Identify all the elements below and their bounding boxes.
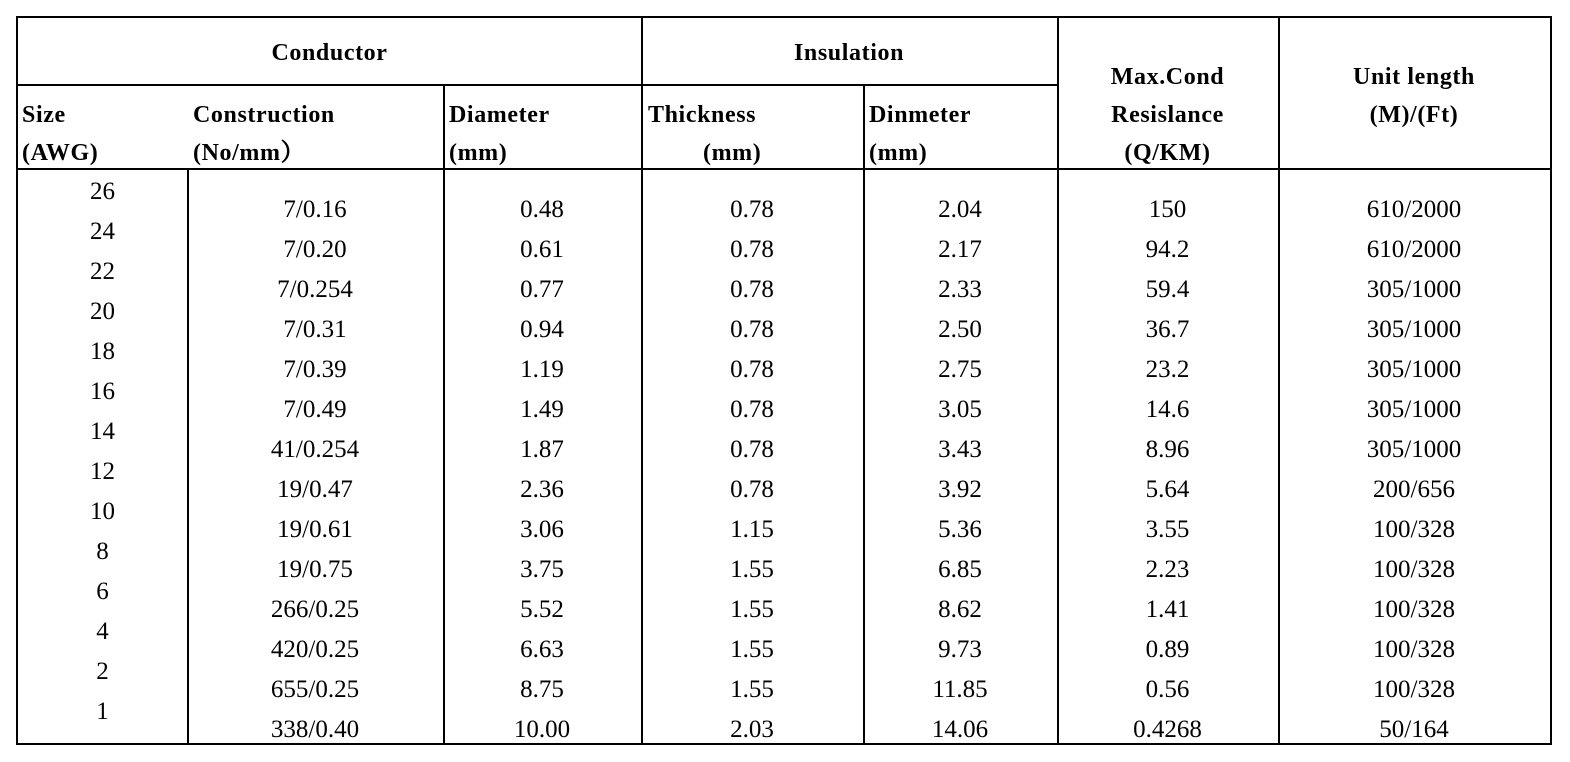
size-cell: 22 bbox=[90, 258, 115, 285]
dinmeter-cell: 3.05 bbox=[938, 396, 982, 423]
construction-cell: 420/0.25 bbox=[270, 636, 360, 663]
diameter-cell: 1.49 bbox=[520, 396, 564, 423]
column-header-unit-length: Unit length (M)/(Ft) bbox=[1353, 64, 1475, 128]
thickness-cell: 1.55 bbox=[730, 636, 774, 663]
dinmeter-cell: 3.43 bbox=[938, 436, 982, 463]
diameter-cell: 3.06 bbox=[520, 516, 564, 543]
thickness-cell: 1.55 bbox=[730, 676, 774, 703]
size-cell: 12 bbox=[90, 458, 115, 485]
diameter-cell: 2.36 bbox=[520, 476, 564, 503]
divider-group-header bbox=[18, 84, 1057, 86]
unit-length-cell: 200/656 bbox=[1373, 476, 1455, 503]
dinmeter-cell: 5.36 bbox=[938, 516, 982, 543]
thickness-cell: 0.78 bbox=[730, 316, 774, 343]
thickness-cell: 1.15 bbox=[730, 516, 774, 543]
diameter-cell: 0.94 bbox=[520, 316, 564, 343]
unit-length-cell: 305/1000 bbox=[1366, 396, 1462, 423]
unit-length-cell: 305/1000 bbox=[1366, 316, 1462, 343]
resistance-cell: 8.96 bbox=[1145, 436, 1190, 463]
resistance-cell: 36.7 bbox=[1145, 316, 1190, 343]
thickness-cell: 0.78 bbox=[730, 196, 774, 223]
unit-length-cell: 100/328 bbox=[1373, 596, 1455, 623]
dinmeter-cell: 11.85 bbox=[932, 676, 988, 703]
resistance-cell: 14.6 bbox=[1145, 396, 1190, 423]
resistance-cell: 5.64 bbox=[1145, 476, 1190, 503]
size-cell: 2 bbox=[96, 658, 109, 685]
group-header-conductor: Conductor bbox=[271, 40, 388, 66]
column-header-construction: Construction (No/mm） bbox=[193, 102, 335, 166]
column-header-thickness: Thickness (mm) bbox=[648, 102, 762, 166]
dinmeter-cell: 2.50 bbox=[938, 316, 982, 343]
construction-cell: 41/0.254 bbox=[270, 436, 360, 463]
size-cell: 1 bbox=[96, 698, 109, 725]
group-header-insulation: Insulation bbox=[793, 40, 905, 66]
dinmeter-cell: 2.17 bbox=[938, 236, 982, 263]
diameter-cell: 0.77 bbox=[520, 276, 564, 303]
construction-cell: 7/0.39 bbox=[283, 356, 347, 383]
column-header-size: Size (AWG) bbox=[22, 102, 99, 166]
thickness-cell: 0.78 bbox=[730, 436, 774, 463]
resistance-cell: 2.23 bbox=[1145, 556, 1190, 583]
size-cell: 20 bbox=[90, 298, 115, 325]
dinmeter-cell: 14.06 bbox=[931, 716, 989, 743]
thickness-cell: 0.78 bbox=[730, 356, 774, 383]
size-cell: 18 bbox=[90, 338, 115, 365]
diameter-cell: 0.61 bbox=[520, 236, 564, 263]
dinmeter-cell: 9.73 bbox=[938, 636, 982, 663]
construction-cell: 7/0.49 bbox=[283, 396, 347, 423]
dinmeter-cell: 8.62 bbox=[938, 596, 982, 623]
unit-length-cell: 100/328 bbox=[1373, 516, 1455, 543]
diameter-cell: 6.63 bbox=[520, 636, 564, 663]
dinmeter-cell: 2.33 bbox=[938, 276, 982, 303]
diameter-cell: 1.19 bbox=[520, 356, 564, 383]
unit-length-cell: 100/328 bbox=[1373, 556, 1455, 583]
size-cell: 10 bbox=[90, 498, 115, 525]
diameter-cell: 5.52 bbox=[520, 596, 564, 623]
size-cell: 6 bbox=[96, 578, 109, 605]
size-cell: 26 bbox=[90, 178, 115, 205]
construction-cell: 266/0.25 bbox=[270, 596, 360, 623]
dinmeter-cell: 2.04 bbox=[938, 196, 982, 223]
resistance-cell: 59.4 bbox=[1145, 276, 1190, 303]
thickness-cell: 2.03 bbox=[730, 716, 774, 743]
resistance-cell: 3.55 bbox=[1145, 516, 1190, 543]
construction-cell: 19/0.61 bbox=[277, 516, 353, 543]
column-header-diameter: Diameter (mm) bbox=[449, 102, 550, 166]
unit-length-cell: 610/2000 bbox=[1366, 236, 1462, 263]
unit-length-cell: 305/1000 bbox=[1366, 276, 1462, 303]
construction-cell: 7/0.254 bbox=[277, 276, 353, 303]
size-cell: 8 bbox=[96, 538, 109, 565]
column-header-dinmeter: Dinmeter (mm) bbox=[869, 102, 972, 166]
unit-length-cell: 100/328 bbox=[1373, 636, 1455, 663]
size-cell: 16 bbox=[90, 378, 115, 405]
construction-cell: 655/0.25 bbox=[270, 676, 360, 703]
resistance-cell: 150 bbox=[1148, 196, 1187, 223]
resistance-cell: 23.2 bbox=[1145, 356, 1190, 383]
thickness-cell: 0.78 bbox=[730, 276, 774, 303]
construction-cell: 19/0.47 bbox=[277, 476, 353, 503]
thickness-cell: 0.78 bbox=[730, 236, 774, 263]
construction-cell: 7/0.20 bbox=[283, 236, 347, 263]
size-cell: 24 bbox=[90, 218, 115, 245]
unit-length-cell: 50/164 bbox=[1379, 716, 1449, 743]
unit-length-cell: 305/1000 bbox=[1366, 356, 1462, 383]
resistance-cell: 0.4268 bbox=[1133, 716, 1202, 743]
diameter-cell: 3.75 bbox=[520, 556, 564, 583]
construction-cell: 7/0.16 bbox=[283, 196, 347, 223]
size-cell: 14 bbox=[90, 418, 115, 445]
resistance-cell: 94.2 bbox=[1145, 236, 1190, 263]
resistance-cell: 0.89 bbox=[1145, 636, 1190, 663]
unit-length-cell: 305/1000 bbox=[1366, 436, 1462, 463]
diameter-cell: 1.87 bbox=[520, 436, 564, 463]
diameter-cell: 8.75 bbox=[520, 676, 564, 703]
diameter-cell: 0.48 bbox=[520, 196, 564, 223]
size-cell: 4 bbox=[96, 618, 109, 645]
dinmeter-cell: 6.85 bbox=[938, 556, 982, 583]
thickness-cell: 0.78 bbox=[730, 476, 774, 503]
diameter-cell: 10.00 bbox=[513, 716, 571, 743]
thickness-cell: 1.55 bbox=[730, 596, 774, 623]
construction-cell: 7/0.31 bbox=[283, 316, 347, 343]
column-header-resistance: Max.Cond Resislance (Q/KM) bbox=[1110, 64, 1225, 166]
spec-table bbox=[16, 16, 1552, 745]
resistance-cell: 0.56 bbox=[1145, 676, 1190, 703]
resistance-cell: 1.41 bbox=[1145, 596, 1190, 623]
dinmeter-cell: 2.75 bbox=[938, 356, 982, 383]
unit-length-cell: 610/2000 bbox=[1366, 196, 1462, 223]
thickness-cell: 0.78 bbox=[730, 396, 774, 423]
construction-cell: 19/0.75 bbox=[277, 556, 353, 583]
unit-length-cell: 100/328 bbox=[1373, 676, 1455, 703]
thickness-cell: 1.55 bbox=[730, 556, 774, 583]
construction-cell: 338/0.40 bbox=[270, 716, 360, 743]
dinmeter-cell: 3.92 bbox=[938, 476, 982, 503]
